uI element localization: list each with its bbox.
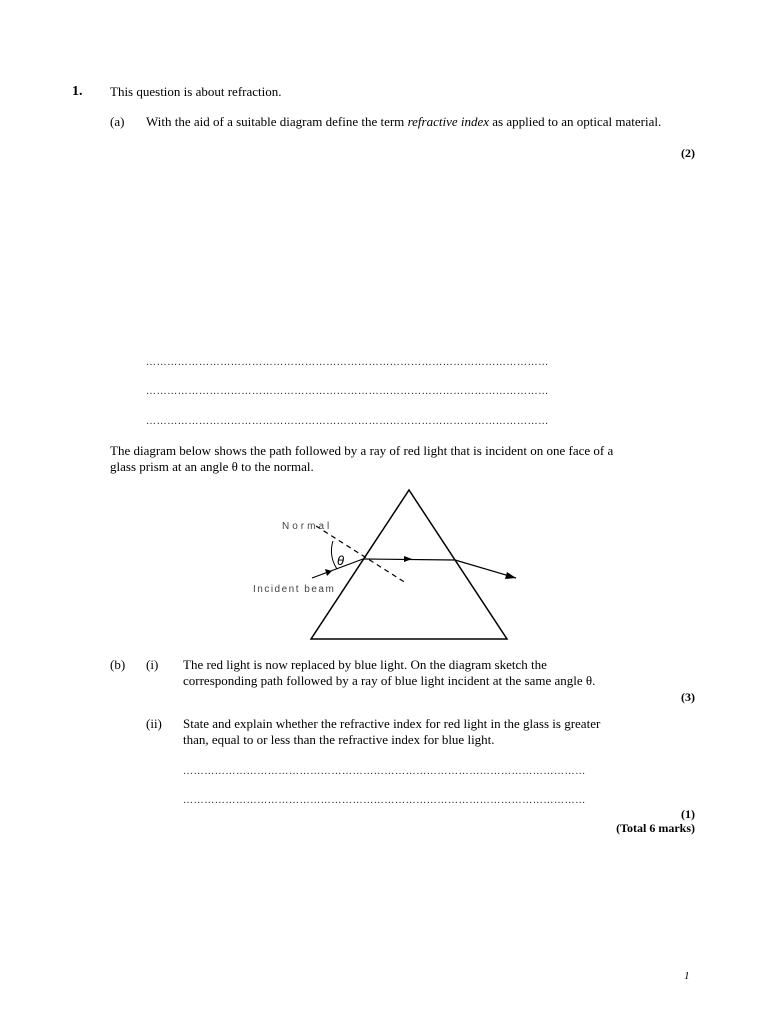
part-a-marks: (2) (681, 146, 695, 160)
normal-label: Normal (282, 521, 333, 532)
part-b-i-text-2: corresponding path followed by a ray of blue light incident at the same angle θ. (183, 673, 596, 688)
part-b-label: (b) (110, 657, 126, 672)
answer-line-a3[interactable]: …………………………………………………………………………………………………… (146, 416, 549, 427)
refracted-arrowhead (404, 556, 412, 562)
part-b-i-text-1: The red light is now replaced by blue light. On the diagram sketch the (183, 657, 547, 672)
theta-label: θ (337, 553, 345, 568)
part-b-i-marks: (3) (681, 690, 695, 704)
part-a-text-before: With the aid of a suitable diagram define the term (146, 114, 408, 129)
part-a-term: refractive index (407, 114, 490, 129)
page-number: 1 (684, 970, 690, 982)
question-number: 1. (72, 84, 83, 99)
part-b-ii-label: (ii) (146, 716, 162, 731)
total-marks: (Total 6 marks) (616, 821, 695, 835)
part-b-ii-text-2: than, equal to or less than the refractive index for blue light. (183, 732, 495, 747)
prism-diagram[interactable] (240, 480, 540, 650)
normal-line (316, 526, 406, 583)
answer-line-b1[interactable]: …………………………………………………………………………………………………… (183, 766, 586, 777)
answer-line-a1[interactable]: …………………………………………………………………………………………………… (146, 357, 549, 368)
part-a-text-after: as applied to an optical material. (489, 114, 662, 129)
part-a-label: (a) (110, 114, 125, 129)
emergent-arrowhead (505, 572, 516, 579)
diagram-intro-line-2: glass prism at an angle θ to the normal. (110, 459, 314, 474)
incident-beam-label: Incident beam (253, 584, 336, 595)
part-b-i-label: (i) (146, 657, 159, 672)
part-b-ii-marks: (1) (681, 807, 695, 821)
part-b-ii-text-1: State and explain whether the refractive index for red light in the glass is greater (183, 716, 601, 731)
diagram-intro-line-1: The diagram below shows the path followed by a ray of red light that is incident on one face of a (110, 443, 614, 458)
incident-arrowhead (325, 569, 332, 576)
part-a-text (146, 114, 666, 130)
answer-line-a2[interactable]: …………………………………………………………………………………………………… (146, 386, 549, 397)
question-intro: This question is about refraction. (110, 84, 282, 99)
answer-line-b2[interactable]: …………………………………………………………………………………………………… (183, 795, 586, 806)
